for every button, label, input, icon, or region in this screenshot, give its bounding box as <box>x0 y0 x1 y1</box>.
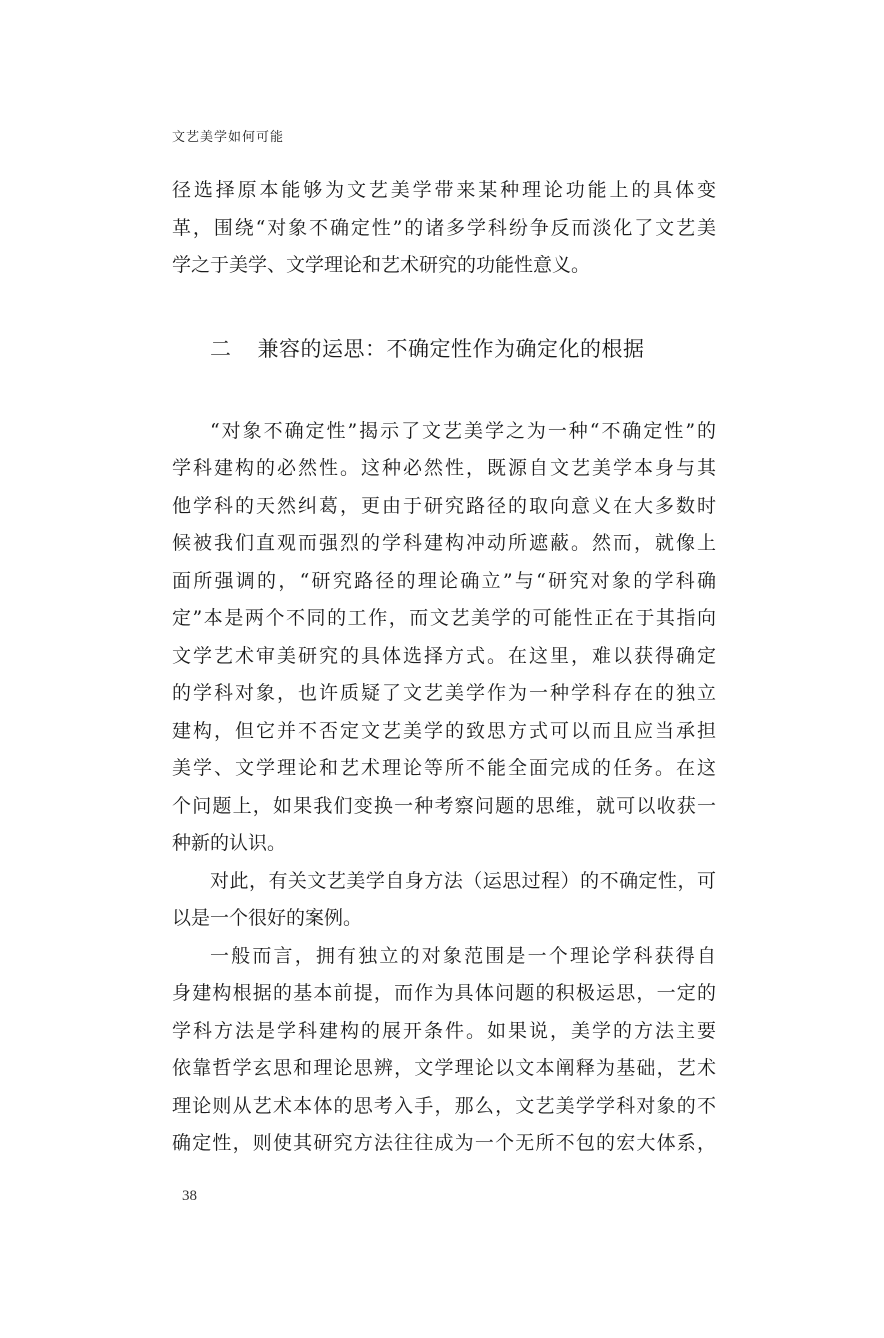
text-line: 学科建构的必然性。这种必然性，既源自文艺美学本身与其 <box>172 457 716 479</box>
paragraph <box>172 863 716 938</box>
intro-paragraph <box>172 172 716 285</box>
body-text <box>172 172 716 1163</box>
text-line: 革，围绕“对象不确定性”的诸多学科纷争反而淡化了文艺美 <box>172 216 716 239</box>
text-line: 理论则从艺术本体的思考入手，那么，文艺美学学科对象的不 <box>172 1094 716 1117</box>
text-line: 对此，有关文艺美学自身方法（运思过程）的不确定性，可 <box>210 869 716 892</box>
text-line: 一般而言，拥有独立的对象范围是一个理论学科获得自 <box>210 944 716 967</box>
text-line: 依靠哲学玄思和理论思辨，文学理论以文本阐释为基础，艺术 <box>172 1057 716 1079</box>
text-line: 他学科的天然纠葛，更由于研究路径的取向意义在大多数时 <box>172 494 716 517</box>
text-line: 美学、文学理论和艺术理论等所不能全面完成的任务。在这 <box>172 757 716 779</box>
section-title: 兼容的运思：不确定性作为确定化的根据 <box>257 336 645 361</box>
section-number: 二 <box>210 336 232 361</box>
section-heading <box>172 293 716 405</box>
text-line: 确定性，则使其研究方法往往成为一个无所不包的宏大体系， <box>172 1132 716 1154</box>
text-line: 学科方法是学科建构的展开条件。如果说，美学的方法主要 <box>172 1019 716 1042</box>
text-line: 个问题上，如果我们变换一种考察问题的思维，就可以收获一 <box>172 794 716 817</box>
text-line: 径选择原本能够为文艺美学带来某种理论功能上的具体变 <box>172 179 716 201</box>
paragraph <box>172 413 716 863</box>
running-header: 文艺美学如何可能 <box>172 130 285 145</box>
page-number: 38 <box>182 1188 197 1204</box>
text-line: 候被我们直观而强烈的学科建构冲动所遮蔽。然而，就像上 <box>172 532 716 554</box>
text-line: 身建构根据的基本前提，而作为具体问题的积极运思，一定的 <box>172 982 716 1004</box>
text-line: 文学艺术审美研究的具体选择方式。在这里，难以获得确定 <box>172 644 716 667</box>
text-line: 面所强调的，“研究路径的理论确立”与“研究对象的学科确 <box>172 569 716 592</box>
text-line: 以是一个很好的案例。 <box>172 907 363 929</box>
text-line: “对象不确定性”揭示了文艺美学之为一种“不确定性”的 <box>210 419 716 442</box>
text-line: 的学科对象，也许质疑了文艺美学作为一种学科存在的独立 <box>172 682 716 704</box>
text-line: 定”本是两个不同的工作，而文艺美学的可能性正在于其指向 <box>172 607 716 629</box>
text-line: 种新的认识。 <box>172 832 287 854</box>
text-line: 建构，但它并不否定文艺美学的致思方式可以而且应当承担 <box>172 719 716 742</box>
paragraph <box>172 938 716 1163</box>
text-line: 学之于美学、文学理论和艺术研究的功能性意义。 <box>172 254 591 276</box>
